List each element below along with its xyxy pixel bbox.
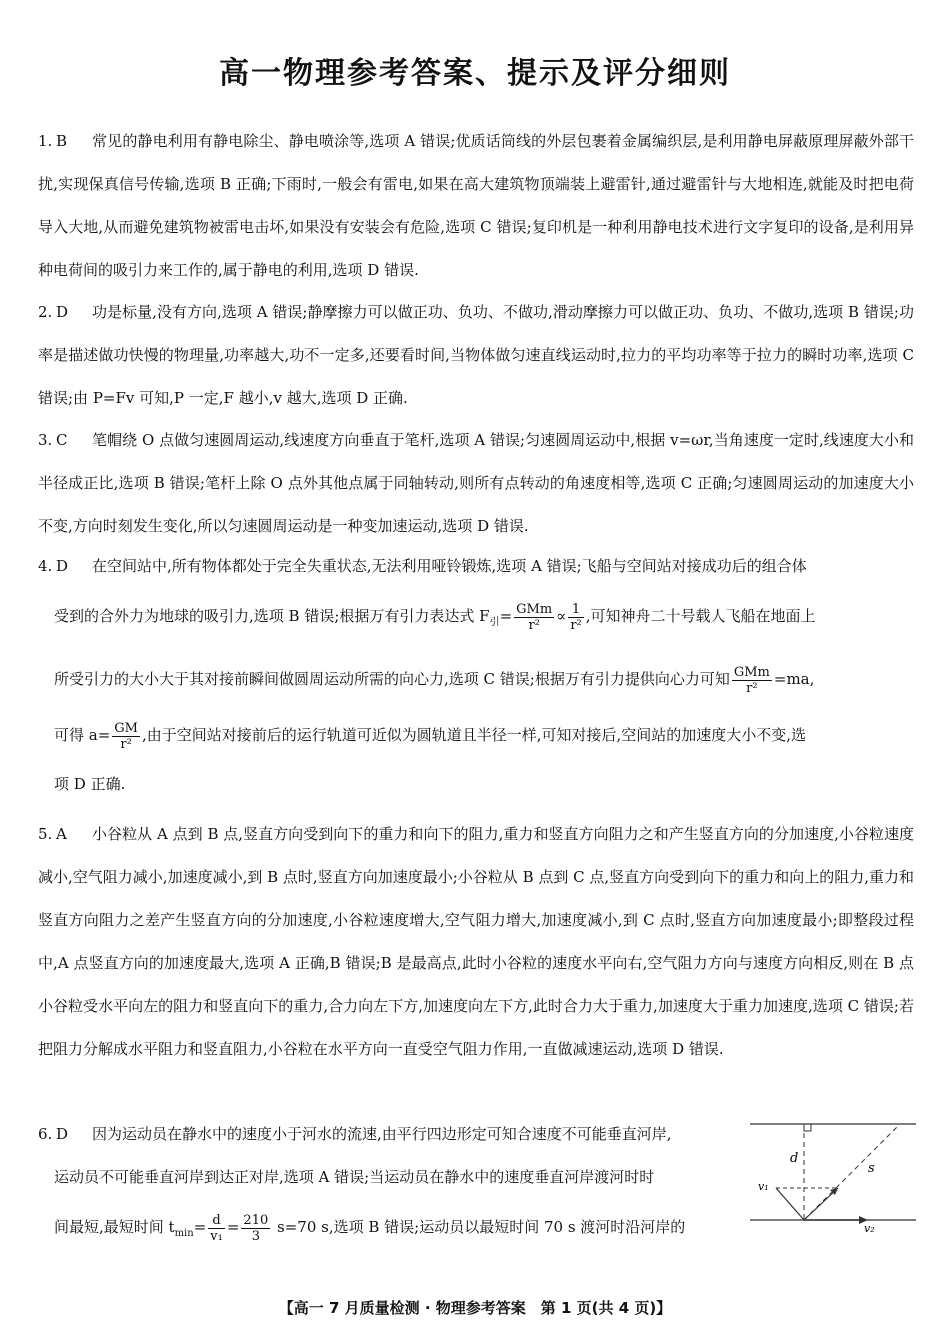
answer-item-4 [38, 545, 914, 806]
numerator: 1 [568, 602, 583, 618]
fraction-gmm-r2 [514, 602, 554, 633]
subscript: min [174, 1228, 194, 1239]
item-number: 3. [38, 431, 53, 449]
v1-vector [776, 1188, 804, 1220]
denominator: r² [528, 617, 540, 633]
label-v2: v₂ [864, 1222, 875, 1232]
path-s-line [804, 1126, 898, 1220]
fraction-gmm-r2 [732, 665, 772, 696]
item-answer: D [56, 303, 69, 321]
label-v1: v₁ [758, 1180, 769, 1193]
item-number: 6. [38, 1125, 53, 1143]
item-explanation-line: 可得 a= [54, 726, 111, 744]
item-explanation-line: s=70 s,选项 B 错误;运动员以最短时间 70 s 渡河时沿河岸的 [272, 1218, 686, 1236]
answer-item-3 [38, 419, 914, 548]
subscript: 引 [489, 617, 500, 628]
answer-item-5 [38, 813, 914, 1071]
fraction-gm-r2 [112, 721, 140, 752]
item-explanation-line: ,可知神舟二十号载人飞船在地面上 [585, 607, 816, 625]
denominator: v₁ [210, 1228, 223, 1244]
item-explanation: 小谷粒从 A 点到 B 点,竖直方向受到向下的重力和向下的阻力,重力和竖直方向阻力之和产生竖直方向的分加速度,小谷粒速度减小,空气阻力减小,加速度减小,到 B 点时,竖直方向加速度最小;小谷粒从 B 点到 C 点,竖直方向受到向下的重力和向上的阻力,重力和竖直方向阻力之差产生竖直方向的分加速度,小谷粒速度增大,空气阻力增大,加速度减小,到 C 点时,竖直方向加速度最小;即整段过程中,A 点竖直方向的加速度最大,选项 A 正确,B 错误;B 是最高点,此时小谷粒的速度水平向右,空气阻力方向与速度方向相反,则在 B 点小谷粒受水平向左的阻力和竖直向下的重力,合力向左下方,加速度向左下方,此时合力大于重力,加速度大于重力加速度,选项 C 错误;若把阻力分解成水平阻力和竖直阻力,小谷粒在水平方向一直受空气阻力作用,一直做减速运动,选项 D 错误. [38, 825, 914, 1058]
equals-sign: = [499, 607, 513, 625]
item-answer: B [56, 132, 68, 150]
item-answer: D [56, 1125, 69, 1143]
label-s: s [868, 1161, 875, 1176]
item-explanation-line: 间最短,最短时间 t [54, 1218, 175, 1236]
item-number: 2. [38, 303, 53, 321]
item-number: 5. [38, 825, 53, 843]
denominator: r² [746, 680, 758, 696]
item-explanation-line: 项 D 正确. [54, 775, 126, 793]
proportional-sign: ∝ [556, 607, 567, 625]
item-number: 1. [38, 132, 53, 150]
fraction-d-v1 [208, 1213, 225, 1244]
answer-item-2 [38, 291, 914, 420]
equals-sign: = [226, 1218, 240, 1236]
item-explanation-line: ,由于空间站对接前后的运行轨道可近似为圆轨道且半径一样,可知对接后,空间站的加速度大小不变,选 [141, 726, 807, 744]
item-explanation-line: 因为运动员在静水中的速度小于河水的流速,由平行四边形定可知合速度不可能垂直河岸, [92, 1125, 672, 1143]
item-explanation: 常见的静电利用有静电除尘、静电喷涂等,选项 A 错误;优质话筒线的外层包裹着金属编织层,是利用静电屏蔽原理屏蔽外部干扰,实现保真信号传输,选项 B 正确;下雨时,一般会有雷电,如果在高大建筑物顶端装上避雷针,通过避雷针与大地相连,就能及时把电荷导入大地,从而避免建筑物被雷电击坏,如果没有安装会有危险,选项 C 错误;复印机是一种利用静电技术进行文字复印的设备,是利用异种电荷间的吸引力来工作的,属于静电的利用,选项 D 错误. [38, 132, 914, 279]
item-explanation: 笔帽绕 O 点做匀速圆周运动,线速度方向垂直于笔杆,选项 A 错误;匀速圆周运动中,根据 v=ωr,当角速度一定时,线速度大小和半径成正比,选项 B 错误;笔杆上除 O 点外其他点属于同轴转动,则所有点转动的角速度相等,选项 C 正确;匀速圆周运动的加速度大小不变,方向时刻发生变化,所以匀速圆周运动是一种变加速运动,选项 D 错误. [38, 431, 914, 535]
item-answer: A [56, 825, 67, 843]
item-number: 4. [38, 557, 53, 575]
page-title: 高一物理参考答案、提示及评分细则 [219, 56, 731, 91]
fraction-1-r2 [568, 602, 583, 633]
item-answer: C [56, 431, 68, 449]
numerator: GMm [733, 664, 770, 680]
item-explanation-line: 运动员不可能垂直河岸到达正对岸,选项 A 错误;当运动员在静水中的速度垂直河岸渡河时时 [54, 1168, 655, 1186]
label-d: d [790, 1151, 799, 1166]
numerator: GM [114, 720, 138, 736]
denominator: 3 [251, 1228, 260, 1244]
page-footer: 【高一 7 月质量检测 · 物理参考答案 第 1 页(共 4 页)】 [278, 1299, 672, 1317]
denominator: r² [120, 736, 132, 752]
item-explanation-line: 受到的合外力为地球的吸引力,选项 B 错误;根据万有引力表达式 F [54, 607, 490, 625]
numerator: GMm [516, 601, 553, 617]
item-explanation: 功是标量,没有方向,选项 A 错误;静摩擦力可以做正功、负功、不做功,滑动摩擦力可以做正功、负功、不做功,选项 B 错误;功率是描述做功快慢的物理量,功率越大,功不一定多,还要看时间,当物体做匀速直线运动时,拉力的平均功率等于拉力的瞬时功率,选项 C 错误;由 P=Fv 可知,P 一定,F 越小,v 越大,选项 D 正确. [38, 303, 914, 407]
numerator: d [208, 1213, 225, 1229]
river-crossing-diagram [748, 1120, 918, 1232]
item-explanation-line: =ma, [773, 670, 815, 688]
fraction-210-3 [241, 1213, 270, 1244]
numerator: 210 [243, 1212, 269, 1228]
answer-item-6 [38, 1113, 744, 1262]
item-explanation-line: 在空间站中,所有物体都处于完全失重状态,无法利用哑铃锻炼,选项 A 错误;飞船与空间站对接成功后的组合体 [92, 557, 807, 575]
item-answer: D [56, 557, 69, 575]
answer-item-1 [38, 120, 914, 292]
right-angle-mark [804, 1124, 811, 1131]
item-explanation-line: 所受引力的大小大于其对接前瞬间做圆周运动所需的向心力,选项 C 错误;根据万有引力提供向心力可知 [54, 670, 730, 688]
equals-sign: = [193, 1218, 207, 1236]
denominator: r² [570, 617, 582, 633]
